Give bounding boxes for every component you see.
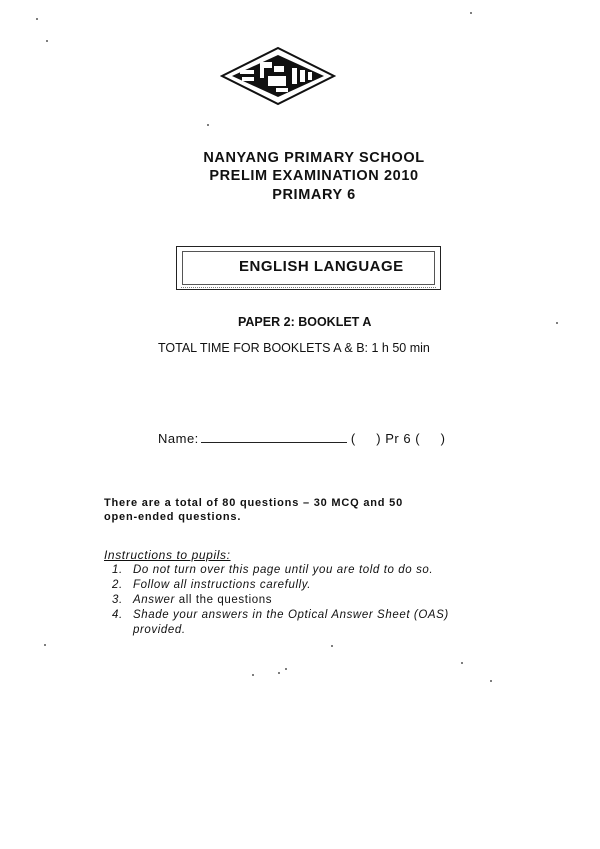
subject-box bbox=[176, 246, 441, 290]
class-number-field: ( ) Pr 6 ( ) bbox=[350, 431, 446, 446]
total-time: TOTAL TIME FOR BOOKLETS A & B: 1 h 50 min bbox=[158, 341, 430, 355]
scan-speck bbox=[44, 644, 46, 646]
subject-title: ENGLISH LANGUAGE bbox=[239, 258, 404, 275]
instruction-item bbox=[112, 593, 532, 608]
instruction-item bbox=[112, 608, 532, 638]
scan-speck bbox=[470, 12, 472, 14]
intro-line-2: open-ended questions. bbox=[104, 511, 242, 523]
scan-speck bbox=[46, 40, 48, 42]
question-count-note bbox=[104, 496, 504, 524]
instruction-number: 1. bbox=[112, 564, 123, 576]
scan-speck bbox=[252, 674, 254, 676]
instruction-text-line-2: provided. bbox=[133, 624, 186, 636]
scan-speck bbox=[490, 680, 492, 682]
name-field bbox=[158, 430, 445, 446]
instruction-text: Do not turn over this page until you are told to do so. bbox=[133, 564, 434, 576]
instruction-item bbox=[112, 578, 532, 593]
scan-speck bbox=[331, 645, 333, 647]
instructions-list bbox=[112, 563, 532, 638]
instruction-number: 4. bbox=[112, 609, 123, 621]
exam-title: PRELIM EXAMINATION 2010 bbox=[209, 168, 419, 184]
instruction-text bbox=[133, 608, 449, 638]
level-title: PRIMARY 6 bbox=[272, 187, 356, 203]
instruction-text-line-1: Shade your answers in the Optical Answer Sheet (OAS) bbox=[133, 609, 449, 621]
instruction-text-a: Answer bbox=[133, 594, 175, 606]
school-logo-icon bbox=[220, 46, 336, 106]
scan-speck bbox=[207, 124, 209, 126]
scan-speck bbox=[278, 672, 280, 674]
instructions-heading: Instructions to pupils: bbox=[104, 548, 231, 562]
subject-box-dotted-line bbox=[181, 285, 436, 288]
name-label: Name: bbox=[158, 431, 199, 446]
instruction-text-b: all the questions bbox=[174, 594, 273, 606]
school-name: NANYANG PRIMARY SCHOOL bbox=[203, 150, 425, 166]
instruction-number: 3. bbox=[112, 594, 123, 606]
instruction-item bbox=[112, 563, 532, 578]
scan-speck bbox=[556, 322, 558, 324]
paper-title: PAPER 2: BOOKLET A bbox=[238, 315, 372, 329]
instruction-text bbox=[133, 593, 272, 608]
scan-speck bbox=[36, 18, 38, 20]
intro-line-1: There are a total of 80 questions – 30 MCQ and 50 bbox=[104, 497, 403, 509]
scan-speck bbox=[461, 662, 463, 664]
instruction-number: 2. bbox=[112, 579, 123, 591]
instruction-text: Follow all instructions carefully. bbox=[133, 579, 312, 591]
name-blank-line[interactable] bbox=[201, 430, 347, 443]
scan-speck bbox=[285, 668, 287, 670]
